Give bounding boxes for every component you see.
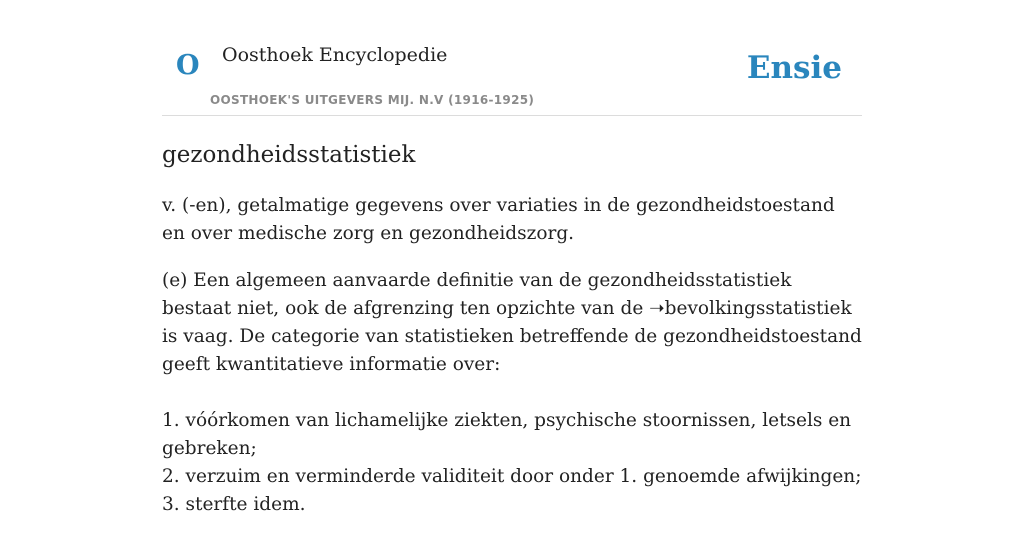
- page: [162, 0, 862, 515]
- entry-title: gezondheidsstatistiek: [162, 142, 416, 168]
- blank-line: [162, 379, 862, 407]
- list-item: 1. vóórkomen van lichamelijke ziekten, psychische stoornissen, letsels en gebreken;: [162, 410, 852, 459]
- intro-text-part2: is vaag. De categorie van statistieken betreffende de gezondheidstoestand geeft kwantitatieve informatie over:: [162, 326, 862, 375]
- link-arrow-icon: ➝: [649, 298, 665, 319]
- list-item: 2. verzuim en verminderde validiteit door onder 1. genoemde afwijkingen;: [162, 466, 862, 487]
- publisher-subtitle: OOSTHOEK'S UITGEVERS MIJ. N.V (1916-1925): [210, 93, 535, 107]
- entry-definition: v. (-en), getalmatige gegevens over variaties in de gezondheidstoestand en over medische zorg en gezondheidszorg.: [162, 195, 835, 244]
- intro-text-part1: (e) Een algemeen aanvaarde definitie van de gezondheidsstatistiek bestaat niet, ook de afgrenzing ten opzichte van de: [162, 270, 792, 319]
- header: [162, 0, 862, 116]
- entry-intro: [162, 267, 862, 519]
- link-bevolkingsstatistiek[interactable]: bevolkingsstatistiek: [664, 298, 852, 319]
- publication-logo[interactable]: O: [176, 50, 200, 81]
- entry-body: [162, 192, 862, 538]
- publication-title[interactable]: Oosthoek Encyclopedie: [222, 44, 448, 66]
- list-item: 3. sterfte idem.: [162, 494, 306, 515]
- brand-logo[interactable]: Ensie: [746, 50, 842, 86]
